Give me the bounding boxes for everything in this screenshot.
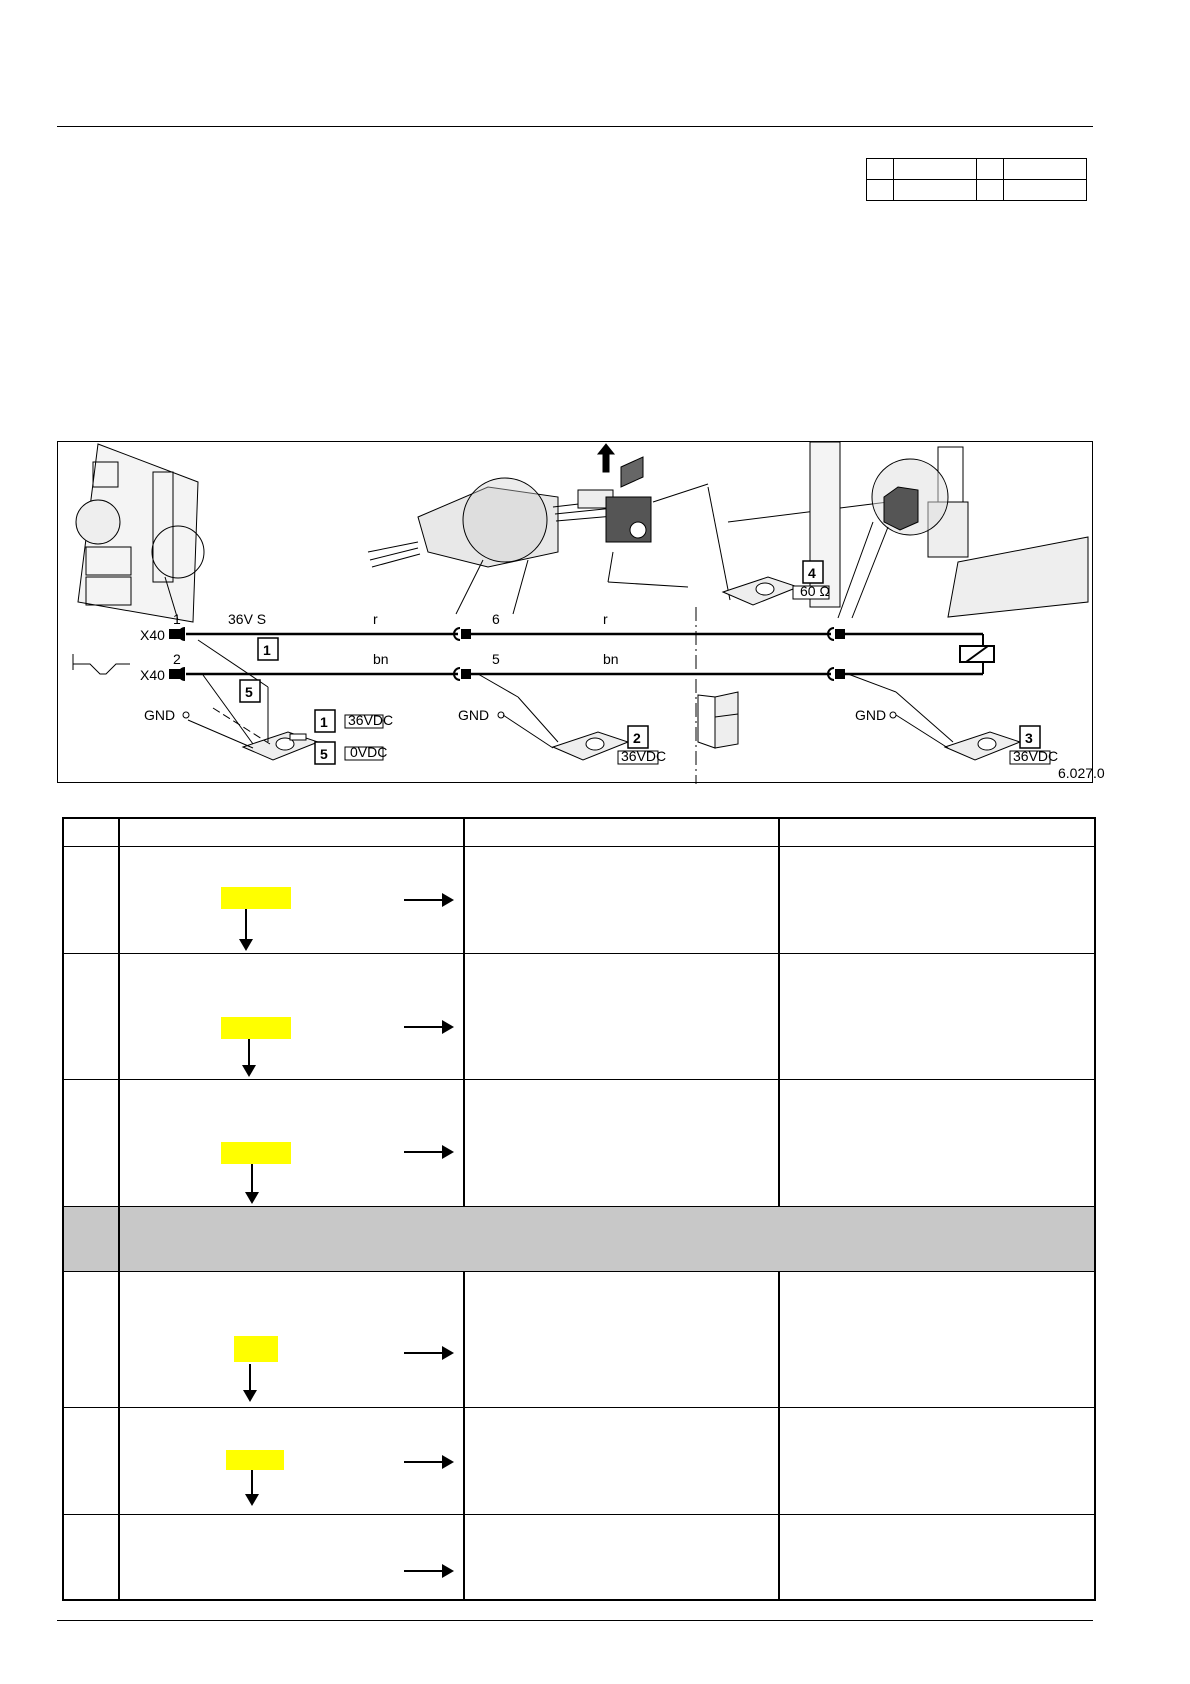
pin-label-1: 1 [173,611,181,627]
wiring-diagram [57,441,1105,783]
solenoid-valve-illustration [578,444,888,600]
pin-label-5: 5 [492,651,500,667]
reading-step-2: 36VDC [621,748,667,764]
step-box-3: 3 [1025,730,1033,746]
footer-rule [57,1620,1093,1621]
right-arrow [404,1151,444,1153]
step-box-4: 4 [808,565,816,581]
down-arrow [248,1039,250,1067]
multimeter-4 [723,577,798,605]
highlight-box [221,1017,291,1039]
highlight-box [221,887,291,909]
wire-color-brown-2: bn [603,651,619,667]
cabinet-icon [698,692,738,748]
right-arrow [404,1026,444,1028]
step-box-1-legend: 1 [320,714,328,730]
down-arrow [245,909,247,941]
highlight-box [221,1142,291,1164]
gnd-label-left: GND [144,707,176,723]
reading-step-5: 0VDC [350,744,388,760]
right-arrow [404,1352,444,1354]
control-board-illustration [76,444,204,622]
wire-color-red-1: r [373,611,378,627]
connector-block-illustration [368,478,614,614]
table-row [64,1515,1094,1599]
gnd-label-mid: GND [458,707,490,723]
connector-label-bottom: X40 [140,667,165,683]
troubleshooting-table [62,817,1096,1601]
wire-color-red-2: r [603,611,608,627]
down-arrow [249,1364,251,1392]
step-box-1-wire: 1 [263,642,271,658]
right-arrow [404,899,444,901]
highlight-box [234,1336,278,1362]
header-reference-table [866,158,1087,201]
pin-label-6: 6 [492,611,500,627]
table-row [64,1080,1094,1207]
gnd-label-right: GND [855,707,887,723]
down-arrow [251,1470,253,1496]
reading-step-4: 60 Ω [800,583,830,599]
wire-color-brown-1: bn [373,651,389,667]
coil-symbol [960,634,994,674]
right-arrow [404,1570,444,1572]
valve-assembly-illustration [810,442,1088,618]
table-section-row [64,1207,1094,1272]
figure-reference: 6.027.0 [1058,765,1105,781]
step-box-2: 2 [633,730,641,746]
table-header-row [64,819,1094,847]
ground-symbol [73,654,130,674]
connector-label-top: X40 [140,627,165,643]
wiring-diagram-svg [58,442,1105,784]
down-arrow [251,1164,253,1194]
pin-label-2: 2 [173,651,181,667]
signal-label: 36V S [228,611,267,627]
step-box-5-wire: 5 [245,684,253,700]
table-row [64,847,1094,954]
table-row [64,1408,1094,1515]
gnd-terminals [183,712,896,718]
header-rule [57,126,1093,127]
table-row [64,1272,1094,1408]
table-row [64,954,1094,1080]
right-arrow [404,1461,444,1463]
highlight-box [226,1450,284,1470]
reading-step-1: 36VDC [348,712,394,728]
reading-step-3: 36VDC [1013,748,1059,764]
step-box-5-legend: 5 [320,746,328,762]
